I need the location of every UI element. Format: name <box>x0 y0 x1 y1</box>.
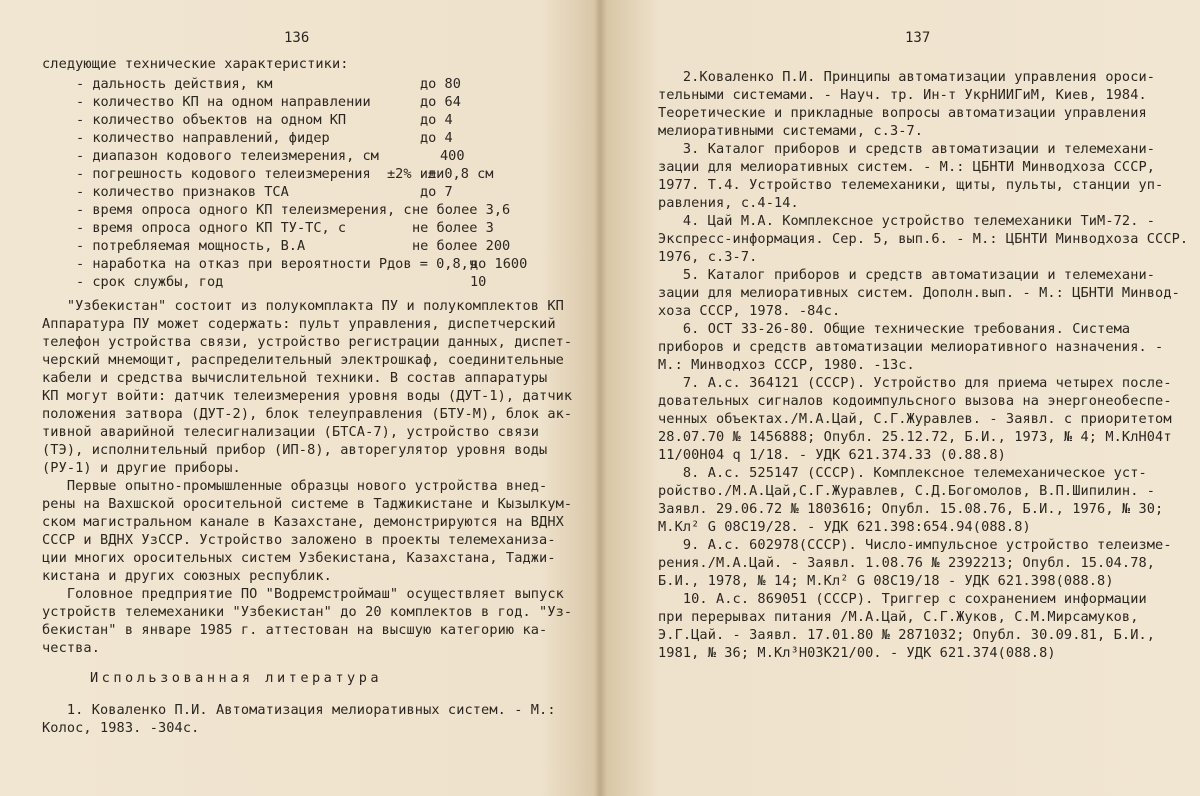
text-line: чества. <box>42 640 100 656</box>
text-line: Б.И., 1978, № 14; М.Кл² G 08С19/18 - УДК 621.398(088.8) <box>658 573 1114 589</box>
text-line: хоза СССР, 1978. -84с. <box>658 303 841 319</box>
text-line: довательных сигналов кодоимпульсного вызова на энергонеобеспе- <box>658 393 1172 409</box>
spec-row <box>0 183 598 201</box>
spec-row <box>0 201 598 219</box>
text-line: следующие технические характеристики: <box>42 56 349 72</box>
text-line: М.: Минводхоз СССР, 1980. -13с. <box>658 357 915 373</box>
text-line: 1976, с.3-7. <box>658 249 758 265</box>
spec-value: до 64 <box>420 94 461 110</box>
spec-label: - количество направлений, фидер <box>76 130 330 146</box>
text-line: тивной аварийной телесигнализации (БТСА-7), устройство связи <box>42 424 540 440</box>
spec-value: до 4 <box>420 112 453 128</box>
text-line: тельными системами. - Науч. тр. Ин-т УкрНИИГиМ, Киев, 1984. <box>658 87 1147 103</box>
spec-label: - время опроса одного КП ТУ-ТС, с <box>76 220 347 236</box>
text-line: приборов и средств автоматизации мелиоративного назначения. - <box>658 339 1164 355</box>
text-line: кистана и других союзных республик. <box>42 568 332 584</box>
spec-label: - диапазон кодового телеизмерения, см <box>76 148 379 164</box>
spec-row <box>0 93 598 111</box>
text-line: Теоретические и прикладные вопросы автоматизации управления <box>658 105 1147 121</box>
text-line: М.Кл² G 08С19/28. - УДК 621.398:654.94(088.8) <box>658 519 1031 535</box>
text-line: положения затвора (ДУТ-2), блок телеуправления (БТУ-М), блок ак- <box>42 406 573 422</box>
text-line: 11/00Н04 q 1/18. - УДК 621.374.33 (0.88.8) <box>658 447 1006 463</box>
text-line: Первые опытно-промышленные образцы нового устройства внед- <box>42 478 548 494</box>
text-line: (ТЭ), исполнительный прибор (ИП-8), авторегулятор уровня воды <box>42 442 548 458</box>
spec-label: - время опроса одного КП телеизмерения, с <box>76 202 412 218</box>
text-line: СССР и ВДНХ УзССР. Устройство заложено в проекты телемеханиза- <box>42 532 556 548</box>
spec-row <box>0 273 598 291</box>
text-line: 2.Коваленко П.И. Принципы автоматизации управления ороси- <box>658 69 1156 85</box>
text-line: 5. Каталог приборов и средств автоматизации и телемехани- <box>658 267 1156 283</box>
text-line: рения./М.А.Цай. - Заявл. 1.08.76 № 2392213; Опубл. 15.04.78, <box>658 555 1156 571</box>
spec-value: ± 0,8 см <box>428 166 494 182</box>
spec-value: до 1600 <box>470 256 528 272</box>
text-line: ции многих оросительных систем Узбекистана, Казахстана, Таджи- <box>42 550 556 566</box>
spec-row <box>0 237 598 255</box>
text-line: ченных объектах./М.А.Цай, С.Г.Журавлев. - Заявл. с приоритетом <box>658 411 1172 427</box>
spec-label: - потребляемая мощность, В.А <box>76 238 306 254</box>
text-line: черский мнемощит, распределительный электрошкаф, соединительные <box>42 352 564 368</box>
text-line: ройство./М.А.Цай,С.Г.Журавлев, С.Д.Богомолов, В.П.Шипилин. - <box>658 483 1156 499</box>
spec-value: до 7 <box>420 184 453 200</box>
text-line: 10. А.с. 869051 (СССР). Триггер с сохранением информации <box>658 591 1147 607</box>
spec-value: не более 3,6 <box>412 202 511 218</box>
text-line: Головное предприятие ПО "Водремстроймаш" осуществляет выпуск <box>42 586 564 602</box>
text-line: устройств телемеханики "Узбекистан" до 20 комплектов в год. "Уз- <box>42 604 573 620</box>
text-line: зации для мелиоративных систем. - М.: ЦБНТИ Минводхоза СССР, <box>658 159 1156 175</box>
text-line: ском магистральном канале в Казахстане, демонстрируются на ВДНХ <box>42 514 564 530</box>
right-page <box>602 0 1200 796</box>
section-heading: Использованная литература <box>90 670 383 686</box>
text-line: Аппаратура ПУ может содержать: пульт управления, диспетчерский <box>42 316 556 332</box>
text-line: при перерывах питания /М.А.Цай, С.Г.Жуков, С.М.Мирсамуков, <box>658 609 1139 625</box>
text-line: 8. А.с. 525147 (СССР). Комплексное телемеханическое уст- <box>658 465 1147 481</box>
spec-row <box>0 111 598 129</box>
text-line: бекистан" в январе 1985 г. аттестован на высшую категорию ка- <box>42 622 548 638</box>
text-line: 1. Коваленко П.И. Автоматизация мелиоративных систем. - М.: <box>42 702 556 718</box>
spec-row <box>0 255 598 273</box>
text-line: 3. Каталог приборов и средств автоматизации и телемехани- <box>658 141 1156 157</box>
text-line: кабели и средства вычислительной техники. В состав аппаратуры <box>42 370 548 386</box>
text-line: равления, с.4-14. <box>658 195 799 211</box>
spec-row <box>0 147 598 165</box>
spec-label: - количество КП на одном направлении <box>76 94 371 110</box>
text-line: рены на Вахшской оросительной системе в Таджикистане и Кызылкум- <box>42 496 573 512</box>
spec-value: до 4 <box>420 130 453 146</box>
text-line: зации для мелиоративных систем. Дополн.вып. - М.: ЦБНТИ Минвод- <box>658 285 1180 301</box>
spec-value: до 80 <box>420 76 461 92</box>
text-line: Экспресс-информация. Сер. 5, вып.6. - М.: ЦБНТИ Минводхоза СССР. <box>658 231 1189 247</box>
text-line: 28.07.70 № 1456888; Опубл. 25.12.72, Б.И., 1973, № 4; М.КлН04т <box>658 429 1172 445</box>
text-line: Заявл. 29.06.72 № 1803616; Опубл. 15.08.76, Б.И., 1976, № 30; <box>658 501 1164 517</box>
spec-value: не более 3 <box>412 220 494 236</box>
text-line: 4. Цай М.А. Комплексное устройство телемеханики ТиМ-72. - <box>658 213 1156 229</box>
spec-row <box>0 129 598 147</box>
page-number: 136 <box>284 30 310 46</box>
text-line: "Узбекистан" состоит из полукомплакта ПУ и полукомплектов КП <box>42 298 564 314</box>
spec-value: 10 <box>470 274 487 290</box>
spec-label: - погрешность кодового телеизмерения ±2% или <box>76 166 445 182</box>
text-line: 6. ОСТ 33-26-80. Общие технические требования. Система <box>658 321 1131 337</box>
text-line: 1981, № 36; М.Кл³Н03К21/00. - УДК 621.374(088.8) <box>658 645 1056 661</box>
text-line: Колос, 1983. -304с. <box>42 720 200 736</box>
left-page <box>0 0 598 796</box>
spec-label: - количество объектов на одном КП <box>76 112 347 128</box>
spec-label: - наработка на отказ при вероятности Pдов = 0,8,ч <box>76 256 478 272</box>
text-line: телефон устройства связи, устройство регистрации данных, диспет- <box>42 334 573 350</box>
spec-row <box>0 165 598 183</box>
text-line: 9. А.с. 602978(СССР). Число-импульсное устройство телеизме- <box>658 537 1172 553</box>
spec-row <box>0 75 598 93</box>
spec-value: 400 <box>440 148 465 164</box>
text-line: КП могут войти: датчик телеизмерения уровня воды (ДУТ-1), датчик <box>42 388 573 404</box>
spec-value: не более 200 <box>412 238 511 254</box>
text-line: 1977. Т.4. Устройство телемеханики, щиты, пульты, станции уп- <box>658 177 1164 193</box>
text-line: 7. А.с. 364121 (СССР). Устройство для приема четырех после- <box>658 375 1172 391</box>
spec-label: - дальность действия, км <box>76 76 273 92</box>
text-line: Э.Г.Цай. - Заявл. 17.01.80 № 2871032; Опубл. 30.09.81, Б.И., <box>658 627 1156 643</box>
spec-row <box>0 219 598 237</box>
text-line: мелиоративными системами, с.3-7. <box>658 123 924 139</box>
text-line: (РУ-1) и другие приборы. <box>42 460 241 476</box>
spec-label: - срок службы, год <box>76 274 224 290</box>
page-number: 137 <box>905 30 931 46</box>
spec-label: - количество признаков ТСА <box>76 184 289 200</box>
